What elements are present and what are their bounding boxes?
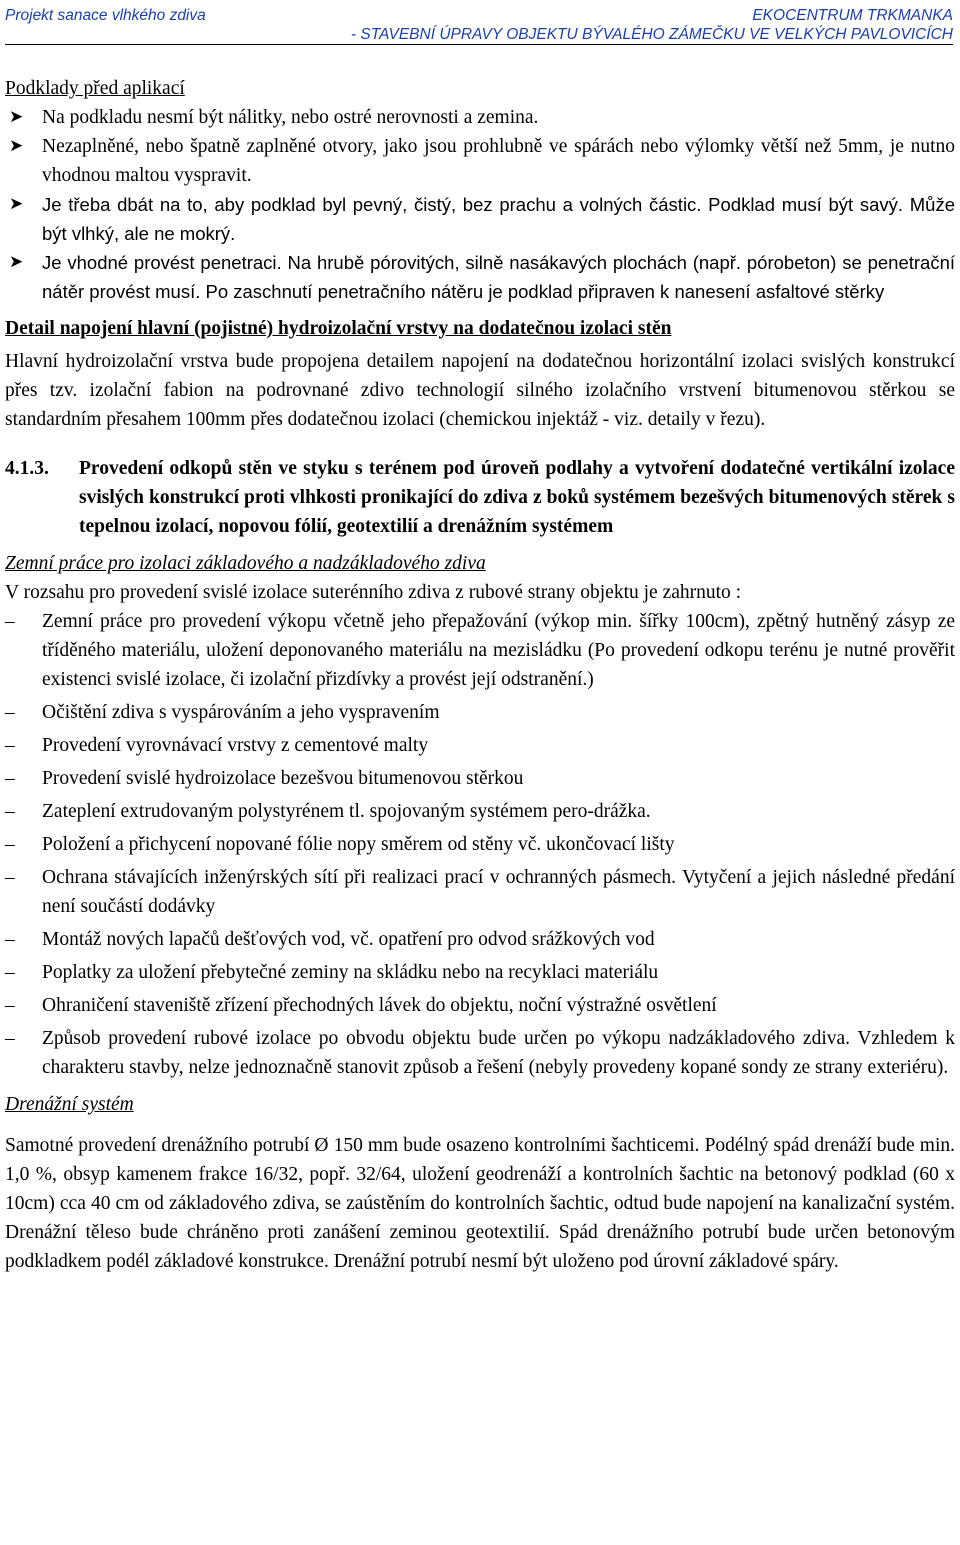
list-item: ➤ Je třeba dbát na to, aby podklad byl pevný, čistý, bez prachu a volných částic. Podklad musí být savý. Může být vlhký, ale ne mokrý. [5, 190, 955, 248]
list-item: – Očištění zdiva s vyspárováním a jeho vyspravením [5, 698, 955, 727]
header-project-title: Projekt sanace vlhkého zdiva [5, 7, 206, 24]
dash-bullet-icon: – [5, 867, 15, 888]
zemni-list [5, 607, 955, 1082]
arrow-bullet-icon: ➤ [9, 194, 24, 214]
list-item: – Způsob provedení rubové izolace po obvodu objektu bude určen po výkopu nadzákladového zdiva. Vzhledem k charakteru stavby, nelze jednoznačně stanovit způsob a řešení (nebyly provedeny kopané sondy ze strany exteriéru). [5, 1024, 955, 1082]
header-subject: - STAVEBNÍ ÚPRAVY OBJEKTU BÝVALÉHO ZÁMEČKU VE VELKÝCH PAVLOVICÍCH [350, 26, 953, 43]
heading-zemni-prace: Zemní práce pro izolaci základového a nadzákladového zdiva [5, 553, 486, 574]
dash-bullet-icon: – [5, 611, 15, 632]
arrow-bullet-icon: ➤ [9, 136, 24, 156]
list-item: ➤ Nezaplněné, nebo špatně zaplněné otvory, jako jsou prohlubně ve spárách nebo výlomky větší než 5mm, je nutno vhodnou maltou vyspravit. [5, 132, 955, 190]
detail-paragraph: Hlavní hydroizolační vrstva bude propojena detailem napojení na dodatečnou horizontální izolaci svislých konstrukcí přes tzv. izolační fabion na podrovnané zdivo technologií silného izolačního vrstvení bitumenovou stěrkou se standardním přesahem 100mm přes dodatečnou izolaci (chemickou injektáž - viz. detaily v řezu). [5, 351, 955, 430]
document-body [5, 74, 955, 1276]
dash-bullet-icon: – [5, 995, 15, 1016]
arrow-bullet-icon: ➤ [9, 107, 24, 127]
dash-bullet-icon: – [5, 1028, 15, 1049]
list-item: – Zateplení extrudovaným polystyrénem tl. spojovaným systémem pero-drážka. [5, 797, 955, 826]
zemni-intro: V rozsahu pro provedení svislé izolace suterénního zdiva z rubové strany objektu je zahrnuto : [5, 582, 742, 603]
list-item: – Provedení svislé hydroizolace bezešvou bitumenovou stěrkou [5, 764, 955, 793]
header-client: EKOCENTRUM TRKMANKA [752, 7, 953, 24]
dash-bullet-icon: – [5, 801, 15, 822]
heading-detail: Detail napojení hlavní (pojistné) hydroizolační vrstvy na dodatečnou izolaci stěn [5, 318, 672, 339]
dash-bullet-icon: – [5, 768, 15, 789]
dash-bullet-icon: – [5, 735, 15, 756]
list-item: ➤ Na podkladu nesmí být nálitky, nebo ostré nerovnosti a zemina. [5, 103, 955, 132]
podklady-list [5, 103, 955, 306]
drenaz-paragraph: Samotné provedení drenážního potrubí Ø 150 mm bude osazeno kontrolními šachticemi. Podélný spád drenáží bude min. 1,0 %, obsyp kamenem frakce 16/32, popř. 32/64, uložení geodrenáží a kontrolních šachtic na betonový podklad (60 x 10cm) cca 40 cm od základového zdiva, se zaústěním do kontrolních šachtic, odtud bude napojení na kanalizační systém. Drenážní těleso bude chráněno proti zanášení zeminou geotextilií. Spád drenážního potrubí bude určen betonovým podkladkem podél základové konstrukce. Drenážní potrubí nesmí být uloženo pod úrovní základové spáry. [5, 1135, 955, 1272]
dash-bullet-icon: – [5, 834, 15, 855]
list-item: – Zemní práce pro provedení výkopu včetně jeho přepažování (výkop min. šířky 100cm), zpětný hutněný zásyp ze tříděného materiálu, uložení deponovaného materiálu na mezisládku (Po provedení odkopu terénu je nutné prověřit existenci svislé izolace, či izolační přizdívky a provést její odstranění.) [5, 607, 955, 694]
section-title-text: Provedení odkopů stěn ve styku s terénem pod úroveň podlahy a vytvoření dodatečné vertikální izolace svislých konstrukcí proti vlhkosti pronikající do zdiva z boků systémem bezešvých bitumenových stěrek s tepelnou izolací, nopovou fólií, geotextilií a drenážním systémem [79, 458, 955, 537]
heading-podklady: Podklady před aplikací [5, 78, 185, 99]
section-title [5, 454, 955, 541]
list-item: ➤ Je vhodné provést penetraci. Na hrubě pórovitých, silně nasákavých plochách (např. pórobeton) se penetrační nátěr provést musí. Po zaschnutí penetračního nátěru je podklad připraven k nanesení asfaltové stěrky [5, 248, 955, 306]
list-item: – Ohraničení staveniště zřízení přechodných lávek do objektu, noční výstražné osvětlení [5, 991, 955, 1020]
list-item: – Ochrana stávajících inženýrských sítí při realizaci prací v ochranných pásmech. Vytyčení a jejich následné předání není součástí dodávky [5, 863, 955, 921]
dash-bullet-icon: – [5, 929, 15, 950]
dash-bullet-icon: – [5, 962, 15, 983]
heading-drenazni-system: Drenážní systém [5, 1094, 134, 1115]
list-item: – Provedení vyrovnávací vrstvy z cementové malty [5, 731, 955, 760]
dash-bullet-icon: – [5, 702, 15, 723]
section-number: 4.1.3. [5, 458, 49, 479]
list-item: – Montáž nových lapačů dešťových vod, vč. opatření pro odvod srážkových vod [5, 925, 955, 954]
page-header [5, 4, 953, 45]
header-right [351, 6, 953, 44]
list-item: – Položení a přichycení nopované fólie nopy směrem od stěny vč. ukončovací lišty [5, 830, 955, 859]
list-item: – Poplatky za uložení přebytečné zeminy na skládku nebo na recyklaci materiálu [5, 958, 955, 987]
arrow-bullet-icon: ➤ [9, 252, 24, 272]
